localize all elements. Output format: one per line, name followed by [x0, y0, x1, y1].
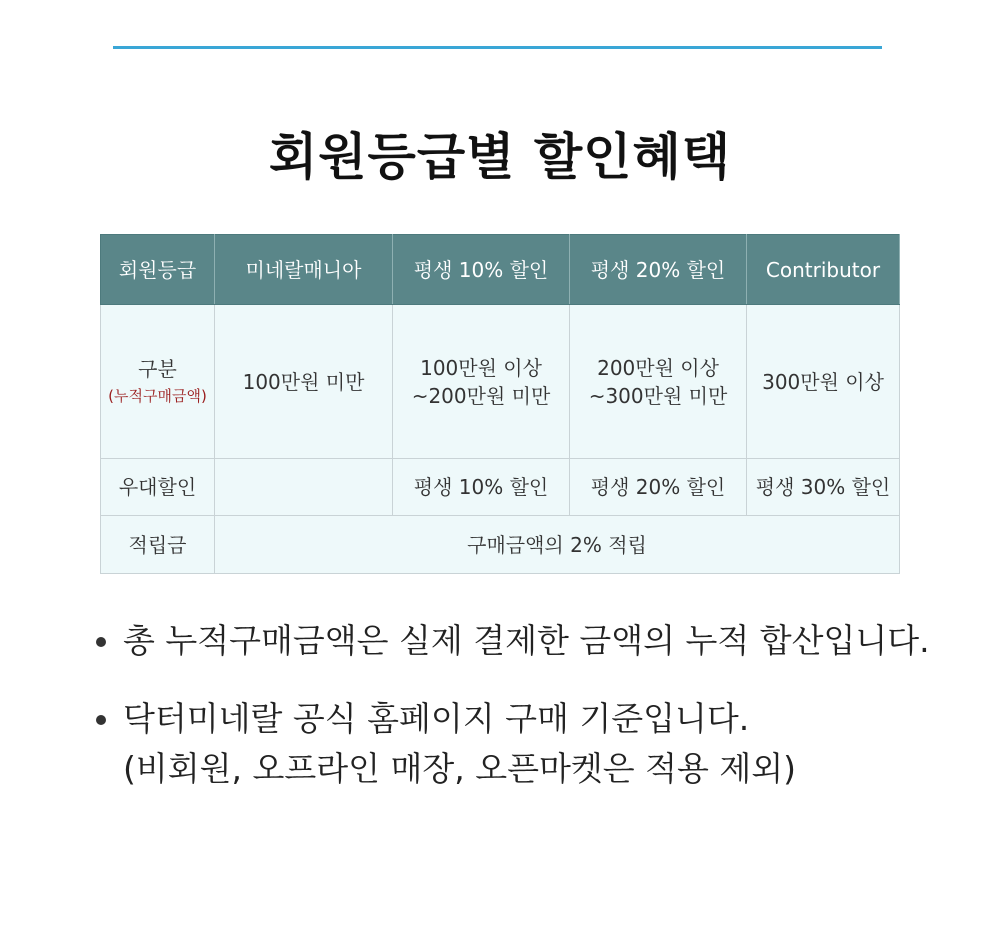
points-cell: 구매금액의 2% 적립	[215, 516, 900, 574]
discount-cell: 평생 30% 할인	[747, 459, 900, 516]
discount-cell	[215, 459, 393, 516]
criteria-label: 구분	[138, 356, 177, 381]
top-divider	[113, 46, 882, 49]
cell-line: 100만원 미만	[242, 369, 365, 394]
membership-benefit-table	[100, 234, 900, 574]
table-header-row	[101, 235, 900, 305]
discount-cell: 평생 20% 할인	[570, 459, 747, 516]
criteria-cell	[393, 305, 570, 459]
note-line: 닥터미네랄 공식 홈페이지 구매 기준입니다.	[123, 699, 750, 738]
criteria-sub-label: (누적구매금액)	[108, 386, 207, 405]
list-item	[93, 616, 963, 666]
criteria-cell	[215, 305, 393, 459]
table-row-criteria	[101, 305, 900, 459]
header-contributor: Contributor	[747, 235, 900, 305]
bullet-icon	[96, 715, 106, 725]
header-mineral-mania: 미네랄매니아	[215, 235, 393, 305]
bullet-icon	[96, 637, 106, 647]
cell-line: 300만원 이상	[762, 369, 884, 394]
criteria-cell	[747, 305, 900, 459]
note-line: (비회원, 오프라인 매장, 오픈마켓은 적용 제외)	[123, 749, 796, 788]
cell-line: 200만원 이상	[597, 355, 719, 380]
cell-line: ~200만원 미만	[411, 383, 551, 408]
table-row-discount	[101, 459, 900, 516]
header-grade: 회원등급	[101, 235, 215, 305]
cell-line: ~300만원 미만	[588, 383, 728, 408]
note-line: 총 누적구매금액은 실제 결제한 금액의 누적 합산입니다.	[123, 621, 930, 660]
header-10-percent: 평생 10% 할인	[393, 235, 570, 305]
criteria-cell	[570, 305, 747, 459]
discount-cell: 평생 10% 할인	[393, 459, 570, 516]
header-20-percent: 평생 20% 할인	[570, 235, 747, 305]
row-label-points: 적립금	[101, 516, 215, 574]
page-title: 회원등급별 할인혜택	[268, 128, 732, 186]
list-item	[93, 694, 963, 794]
table-row-points	[101, 516, 900, 574]
cell-line: 100만원 이상	[420, 355, 542, 380]
row-label-criteria	[101, 305, 215, 459]
row-label-discount: 우대할인	[101, 459, 215, 516]
notes-list	[93, 616, 963, 822]
